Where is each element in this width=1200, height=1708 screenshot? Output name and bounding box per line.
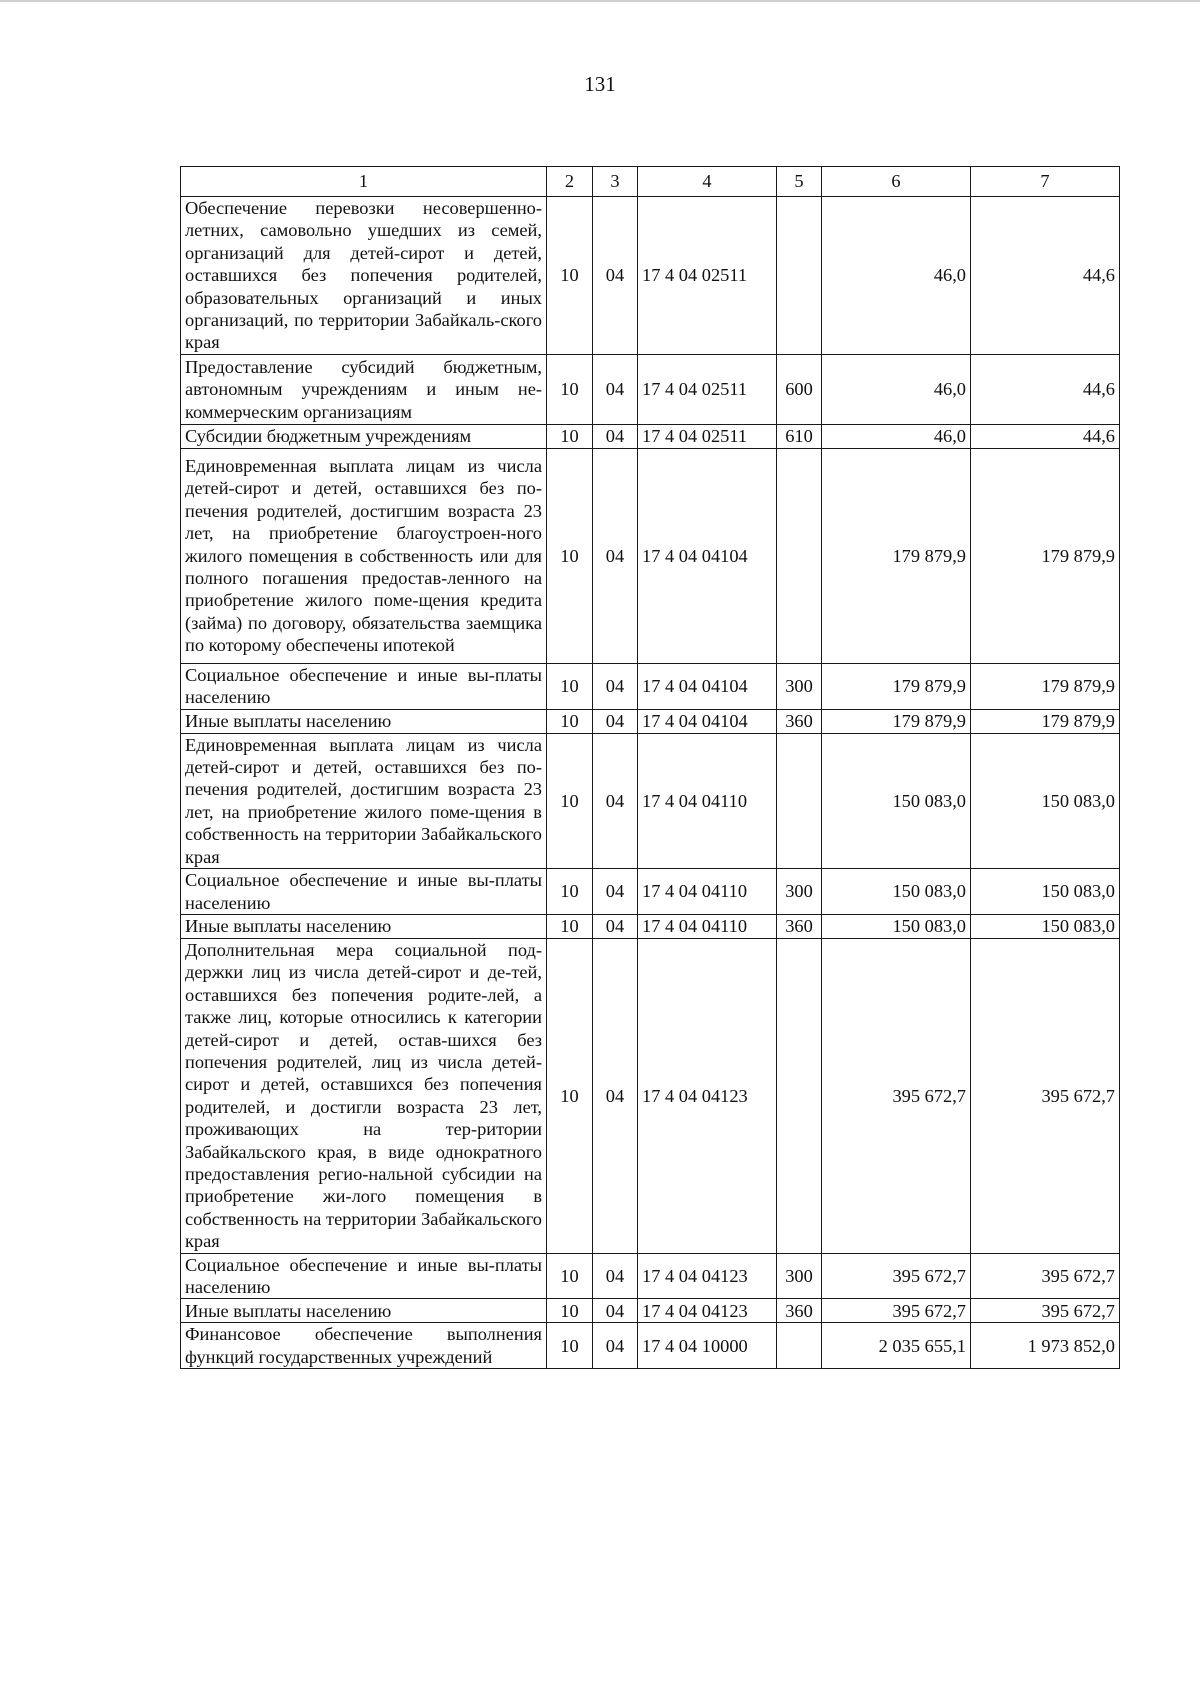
- table-row: [181, 354, 1120, 424]
- amount-column-7: 395 672,7: [971, 1253, 1120, 1299]
- amount-column-6: 179 879,9: [822, 663, 971, 709]
- amount-column-6: 395 672,7: [822, 938, 971, 1253]
- section-code: 10: [547, 197, 593, 355]
- item-name: Единовременная выплата лицам из числа детей-сирот и детей, оставшихся без по-печения родителей, достигшим возраста 23 лет, на приобретение благоустроен-ного жилого помещения в собственность или для полного погашения предостав-ленного на приобретение жилого поме-щения кредита (займа) по договору, обязательства заемщика по которому обеспечены ипотекой: [181, 448, 547, 663]
- subsection-code: 04: [593, 663, 638, 709]
- expense-type-code: 610: [777, 424, 822, 448]
- expense-type-code: [777, 1323, 822, 1369]
- header-row: [181, 167, 1120, 197]
- expense-type-code: 360: [777, 914, 822, 938]
- column-header: 4: [638, 167, 777, 197]
- expense-type-code: 360: [777, 1299, 822, 1323]
- section-code: 10: [547, 663, 593, 709]
- subsection-code: 04: [593, 1253, 638, 1299]
- item-name: Социальное обеспечение и иные вы-платы населению: [181, 663, 547, 709]
- subsection-code: 04: [593, 733, 638, 868]
- amount-column-7: 179 879,9: [971, 663, 1120, 709]
- table-row: [181, 663, 1120, 709]
- target-article-code: 17 4 04 02511: [638, 197, 777, 355]
- expense-type-code: 360: [777, 709, 822, 733]
- section-code: 10: [547, 938, 593, 1253]
- item-name: Иные выплаты населению: [181, 914, 547, 938]
- amount-column-6: 179 879,9: [822, 709, 971, 733]
- table-row: [181, 197, 1120, 355]
- table-row: [181, 448, 1120, 663]
- amount-column-6: 2 035 655,1: [822, 1323, 971, 1369]
- item-name: Финансовое обеспечение выполнения функций государственных учреждений: [181, 1323, 547, 1369]
- amount-column-7: 44,6: [971, 197, 1120, 355]
- section-code: 10: [547, 424, 593, 448]
- item-name: Субсидии бюджетным учреждениям: [181, 424, 547, 448]
- table-row: [181, 869, 1120, 915]
- target-article-code: 17 4 04 04123: [638, 1253, 777, 1299]
- amount-column-7: 150 083,0: [971, 733, 1120, 868]
- item-name: Иные выплаты населению: [181, 1299, 547, 1323]
- table-row: [181, 709, 1120, 733]
- table-row: [181, 914, 1120, 938]
- expense-type-code: 300: [777, 869, 822, 915]
- expense-type-code: [777, 448, 822, 663]
- table-row: [181, 938, 1120, 1253]
- amount-column-7: 1 973 852,0: [971, 1323, 1120, 1369]
- target-article-code: 17 4 04 04123: [638, 938, 777, 1253]
- section-code: 10: [547, 914, 593, 938]
- amount-column-7: 179 879,9: [971, 448, 1120, 663]
- table-row: [181, 1323, 1120, 1369]
- subsection-code: 04: [593, 424, 638, 448]
- amount-column-6: 46,0: [822, 424, 971, 448]
- table-row: [181, 1299, 1120, 1323]
- subsection-code: 04: [593, 709, 638, 733]
- column-header: 7: [971, 167, 1120, 197]
- column-header: 3: [593, 167, 638, 197]
- item-name: Единовременная выплата лицам из числа детей-сирот и детей, оставшихся без по-печения родителей, достигшим возраста 23 лет, на приобретение жилого поме-щения в собственность на территории Забайкальского края: [181, 733, 547, 868]
- subsection-code: 04: [593, 448, 638, 663]
- section-code: 10: [547, 709, 593, 733]
- amount-column-7: 150 083,0: [971, 914, 1120, 938]
- subsection-code: 04: [593, 938, 638, 1253]
- item-name: Обеспечение перевозки несовершенно-летних, самовольно ушедших из семей, организаций для детей-сирот и детей, оставшихся без попечения родителей, образовательных организаций и иных организаций, по территории Забайкаль-ского края: [181, 197, 547, 355]
- table-body: [181, 197, 1120, 1369]
- budget-table: [180, 166, 1120, 1369]
- target-article-code: 17 4 04 02511: [638, 354, 777, 424]
- target-article-code: 17 4 04 04110: [638, 869, 777, 915]
- subsection-code: 04: [593, 354, 638, 424]
- section-code: 10: [547, 733, 593, 868]
- subsection-code: 04: [593, 869, 638, 915]
- expense-type-code: 300: [777, 1253, 822, 1299]
- subsection-code: 04: [593, 197, 638, 355]
- item-name: Иные выплаты населению: [181, 709, 547, 733]
- target-article-code: 17 4 04 04104: [638, 663, 777, 709]
- amount-column-7: 44,6: [971, 424, 1120, 448]
- table-row: [181, 733, 1120, 868]
- column-header: 5: [777, 167, 822, 197]
- target-article-code: 17 4 04 04110: [638, 914, 777, 938]
- target-article-code: 17 4 04 04110: [638, 733, 777, 868]
- amount-column-6: 46,0: [822, 197, 971, 355]
- subsection-code: 04: [593, 1323, 638, 1369]
- target-article-code: 17 4 04 02511: [638, 424, 777, 448]
- section-code: 10: [547, 1253, 593, 1299]
- amount-column-7: 150 083,0: [971, 869, 1120, 915]
- amount-column-6: 395 672,7: [822, 1253, 971, 1299]
- column-header: 1: [181, 167, 547, 197]
- subsection-code: 04: [593, 914, 638, 938]
- section-code: 10: [547, 1299, 593, 1323]
- amount-column-7: 44,6: [971, 354, 1120, 424]
- table-row: [181, 424, 1120, 448]
- amount-column-6: 46,0: [822, 354, 971, 424]
- target-article-code: 17 4 04 04104: [638, 448, 777, 663]
- expense-type-code: [777, 197, 822, 355]
- amount-column-6: 150 083,0: [822, 733, 971, 868]
- section-code: 10: [547, 354, 593, 424]
- page-number: 131: [584, 72, 616, 96]
- amount-column-7: 395 672,7: [971, 1299, 1120, 1323]
- expense-type-code: [777, 733, 822, 868]
- amount-column-7: 179 879,9: [971, 709, 1120, 733]
- item-name: Социальное обеспечение и иные вы-платы населению: [181, 1253, 547, 1299]
- amount-column-7: 395 672,7: [971, 938, 1120, 1253]
- subsection-code: 04: [593, 1299, 638, 1323]
- amount-column-6: 150 083,0: [822, 914, 971, 938]
- item-name: Предоставление субсидий бюджетным, автономным учреждениям и иным не-коммерческим организациям: [181, 354, 547, 424]
- table-row: [181, 1253, 1120, 1299]
- amount-column-6: 395 672,7: [822, 1299, 971, 1323]
- target-article-code: 17 4 04 04104: [638, 709, 777, 733]
- amount-column-6: 150 083,0: [822, 869, 971, 915]
- target-article-code: 17 4 04 04123: [638, 1299, 777, 1323]
- item-name: Дополнительная мера социальной под-держки лиц из числа детей-сирот и де-тей, оставшихся без попечения родите-лей, а также лиц, которые относились к категории детей-сирот и детей, остав-шихся без попечения родителей, лиц из числа детей-сирот и детей, оставшихся без попечения родителей, и достигли возраста 23 лет, проживающих на тер-ритории Забайкальского края, в виде однократного предоставления регио-нальной субсидии на приобретение жи-лого помещения в собственность на территории Забайкальского края: [181, 938, 547, 1253]
- section-code: 10: [547, 869, 593, 915]
- item-name: Социальное обеспечение и иные вы-платы населению: [181, 869, 547, 915]
- expense-type-code: 300: [777, 663, 822, 709]
- amount-column-6: 179 879,9: [822, 448, 971, 663]
- scan-edge: [0, 0, 1200, 2]
- column-header: 6: [822, 167, 971, 197]
- column-header: 2: [547, 167, 593, 197]
- section-code: 10: [547, 448, 593, 663]
- expense-type-code: [777, 938, 822, 1253]
- expense-type-code: 600: [777, 354, 822, 424]
- target-article-code: 17 4 04 10000: [638, 1323, 777, 1369]
- section-code: 10: [547, 1323, 593, 1369]
